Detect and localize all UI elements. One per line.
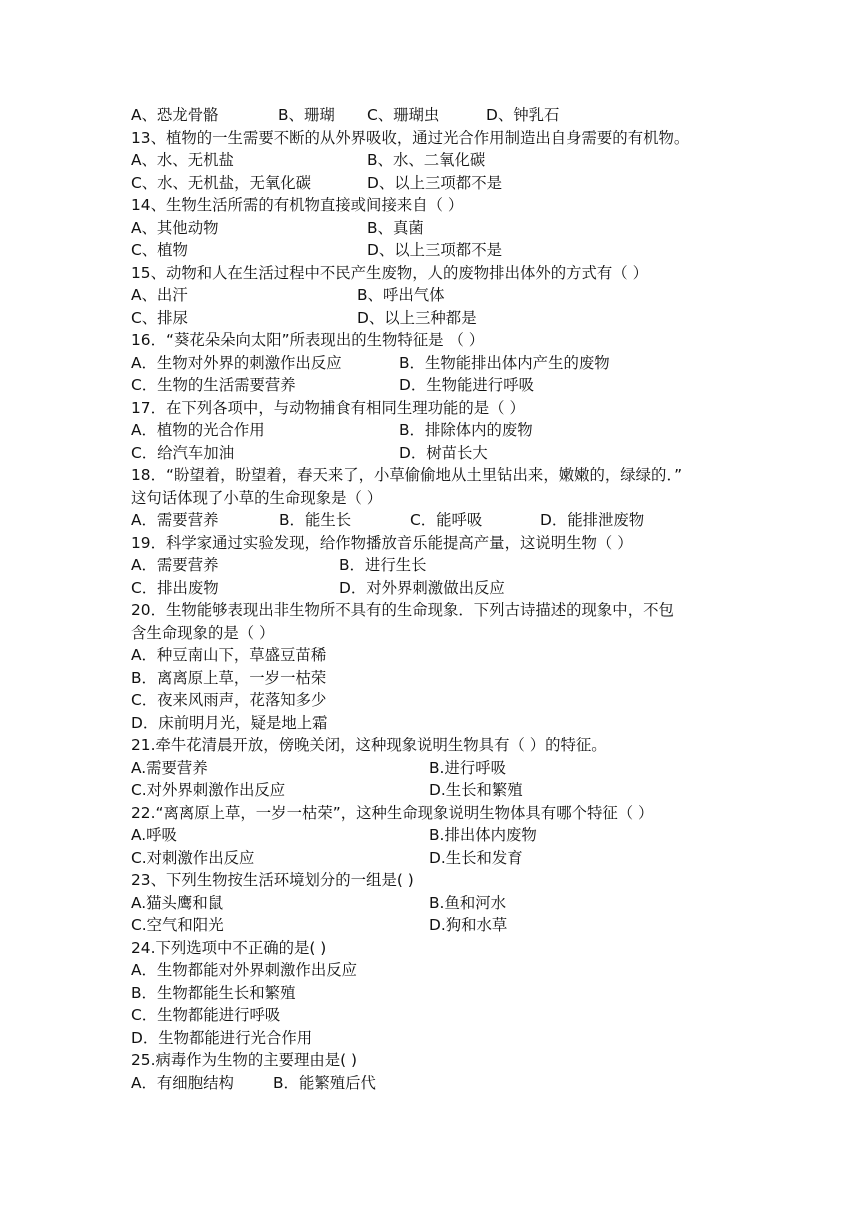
option-a: A．植物的光合作用 bbox=[131, 421, 265, 439]
question-20-option-b: B．离离原上草，一岁一枯荣 bbox=[131, 668, 327, 687]
question-19-options-row2 bbox=[131, 577, 771, 600]
option-d: D．对外界刺激做出反应 bbox=[339, 578, 505, 597]
option-b: B．能生长 bbox=[279, 511, 352, 529]
option-d: D、钟乳石 bbox=[486, 106, 560, 124]
option-d: D.生长和繁殖 bbox=[429, 781, 523, 799]
question-17-stem: 17．在下列各项中，与动物捕食有相同生理功能的是（ ） bbox=[131, 398, 525, 417]
option-c: C．排出废物 bbox=[131, 578, 219, 597]
option-a: A、出汗 bbox=[131, 286, 188, 304]
option-c: C．能呼吸 bbox=[410, 511, 483, 529]
option-d: D、以上三项都不是 bbox=[367, 241, 502, 259]
question-25-options bbox=[131, 1072, 771, 1095]
question-16-options-row2 bbox=[131, 374, 771, 397]
option-a: A．需要营养 bbox=[131, 511, 219, 529]
option-b: B．排除体内的废物 bbox=[399, 421, 533, 439]
option-b: B、呼出气体 bbox=[357, 286, 445, 304]
option-c: C、水、无机盐，无氧化碳 bbox=[131, 173, 312, 192]
question-17-options-row1 bbox=[131, 419, 771, 442]
option-a: A、其他动物 bbox=[131, 218, 219, 237]
option-b: B.进行呼吸 bbox=[429, 758, 507, 777]
question-15-stem: 15、动物和人在生活过程中不民产生废物，人的废物排出体外的方式有（ ） bbox=[131, 263, 648, 282]
question-16-stem: 16．“葵花朵朵向太阳”所表现出的生物特征是 （ ） bbox=[131, 331, 485, 349]
question-20-option-a: A．种豆南山下，草盛豆苗稀 bbox=[131, 646, 327, 664]
question-23-options-row2 bbox=[131, 914, 771, 937]
question-22-options-row2 bbox=[131, 847, 771, 870]
option-b: B、真菌 bbox=[367, 218, 424, 237]
question-19-stem: 19．科学家通过实验发现，给作物播放音乐能提高产量，这说明生物（ ） bbox=[131, 533, 633, 552]
question-21-options-row1 bbox=[131, 757, 771, 780]
option-d: D.狗和水草 bbox=[429, 916, 508, 934]
question-20-option-c: C．夜来风雨声，花落知多少 bbox=[131, 691, 327, 709]
option-b: B．进行生长 bbox=[339, 556, 427, 574]
question-13-stem: 13、植物的一生需要不断的从外界吸收，通过光合作用制造出自身需要的有机物。 bbox=[131, 128, 690, 147]
option-b: B．能繁殖后代 bbox=[273, 1073, 376, 1092]
option-c: C.空气和阳光 bbox=[131, 916, 224, 934]
question-23-stem: 23、下列生物按生活环境划分的一组是( ) bbox=[131, 871, 414, 889]
question-21-options-row2 bbox=[131, 779, 771, 802]
question-15-options-row1 bbox=[131, 284, 771, 307]
question-12-options bbox=[131, 104, 771, 127]
question-24-option-d: D．生物都能进行光合作用 bbox=[131, 1028, 313, 1047]
question-24-option-a: A．生物都能对外界刺激作出反应 bbox=[131, 961, 357, 979]
option-b: B.排出体内废物 bbox=[429, 826, 537, 844]
option-a: A、水、无机盐 bbox=[131, 151, 234, 169]
option-d: D、以上三种都是 bbox=[357, 308, 477, 327]
option-c: C．生物的生活需要营养 bbox=[131, 376, 296, 394]
question-18-stem-line1: 18．“盼望着，盼望着，春天来了，小草偷偷地从土里钻出来，嫩嫩的，绿绿的．” bbox=[131, 466, 683, 484]
option-d: D．能排泄废物 bbox=[540, 511, 645, 529]
question-19-options-row1 bbox=[131, 554, 771, 577]
question-17-options-row2 bbox=[131, 442, 771, 465]
option-a: A.需要营养 bbox=[131, 758, 208, 777]
question-13-options-row1 bbox=[131, 149, 771, 172]
question-23-options-row1 bbox=[131, 892, 771, 915]
question-14-stem: 14、生物生活所需的有机物直接或间接来自（ ） bbox=[131, 196, 464, 214]
option-c: C.对刺激作出反应 bbox=[131, 848, 255, 867]
question-18-stem-line2: 这句话体现了小草的生命现象是（ ） bbox=[131, 488, 383, 507]
option-b: B、珊瑚 bbox=[278, 106, 335, 124]
question-13-options-row2 bbox=[131, 172, 771, 195]
option-a: A．有细胞结构 bbox=[131, 1073, 234, 1092]
question-24-stem: 24.下列选项中不正确的是( ) bbox=[131, 938, 327, 957]
question-21-stem: 21.牵牛花清晨开放，傍晚关闭，这种现象说明生物具有（ ）的特征。 bbox=[131, 736, 607, 754]
question-20-stem-line2: 含生命现象的是（ ） bbox=[131, 623, 275, 642]
question-15-options-row2 bbox=[131, 307, 771, 330]
question-25-stem: 25.病毒作为生物的主要理由是( ) bbox=[131, 1051, 358, 1069]
question-24-option-c: C．生物都能进行呼吸 bbox=[131, 1006, 281, 1024]
question-20-stem-line1: 20．生物能够表现出非生物所不具有的生命现象．下列古诗描述的现象中，不包 bbox=[131, 601, 674, 619]
question-14-options-row2 bbox=[131, 239, 771, 262]
question-20-option-d: D．床前明月光，疑是地上霜 bbox=[131, 713, 328, 732]
option-d: D.生长和发育 bbox=[429, 848, 523, 867]
option-a: A、恐龙骨骼 bbox=[131, 106, 219, 124]
question-18-options bbox=[131, 509, 771, 532]
option-d: D、以上三项都不是 bbox=[367, 173, 502, 192]
option-a: A．生物对外界的刺激作出反应 bbox=[131, 353, 342, 372]
option-d: D．生物能进行呼吸 bbox=[399, 376, 534, 394]
option-c: C、植物 bbox=[131, 241, 188, 259]
question-22-stem: 22.“离离原上草，一岁一枯荣”，这种生命现象说明生物体具有哪个特征（ ） bbox=[131, 803, 654, 822]
option-c: C．给汽车加油 bbox=[131, 443, 235, 462]
question-16-options-row1 bbox=[131, 352, 771, 375]
question-14-options-row1 bbox=[131, 217, 771, 240]
option-c: C.对外界刺激作出反应 bbox=[131, 781, 286, 799]
option-b: B、水、二氧化碳 bbox=[367, 151, 486, 169]
question-22-options-row1 bbox=[131, 824, 771, 847]
option-c: C、珊瑚虫 bbox=[367, 106, 440, 124]
question-24-option-b: B．生物都能生长和繁殖 bbox=[131, 983, 296, 1002]
option-a: A．需要营养 bbox=[131, 556, 219, 574]
option-c: C、排尿 bbox=[131, 308, 188, 327]
option-a: A.猫头鹰和鼠 bbox=[131, 893, 224, 912]
option-a: A.呼吸 bbox=[131, 826, 177, 844]
option-b: B.鱼和河水 bbox=[429, 893, 507, 912]
option-b: B．生物能排出体内产生的废物 bbox=[399, 353, 610, 372]
option-d: D．树苗长大 bbox=[399, 443, 488, 462]
